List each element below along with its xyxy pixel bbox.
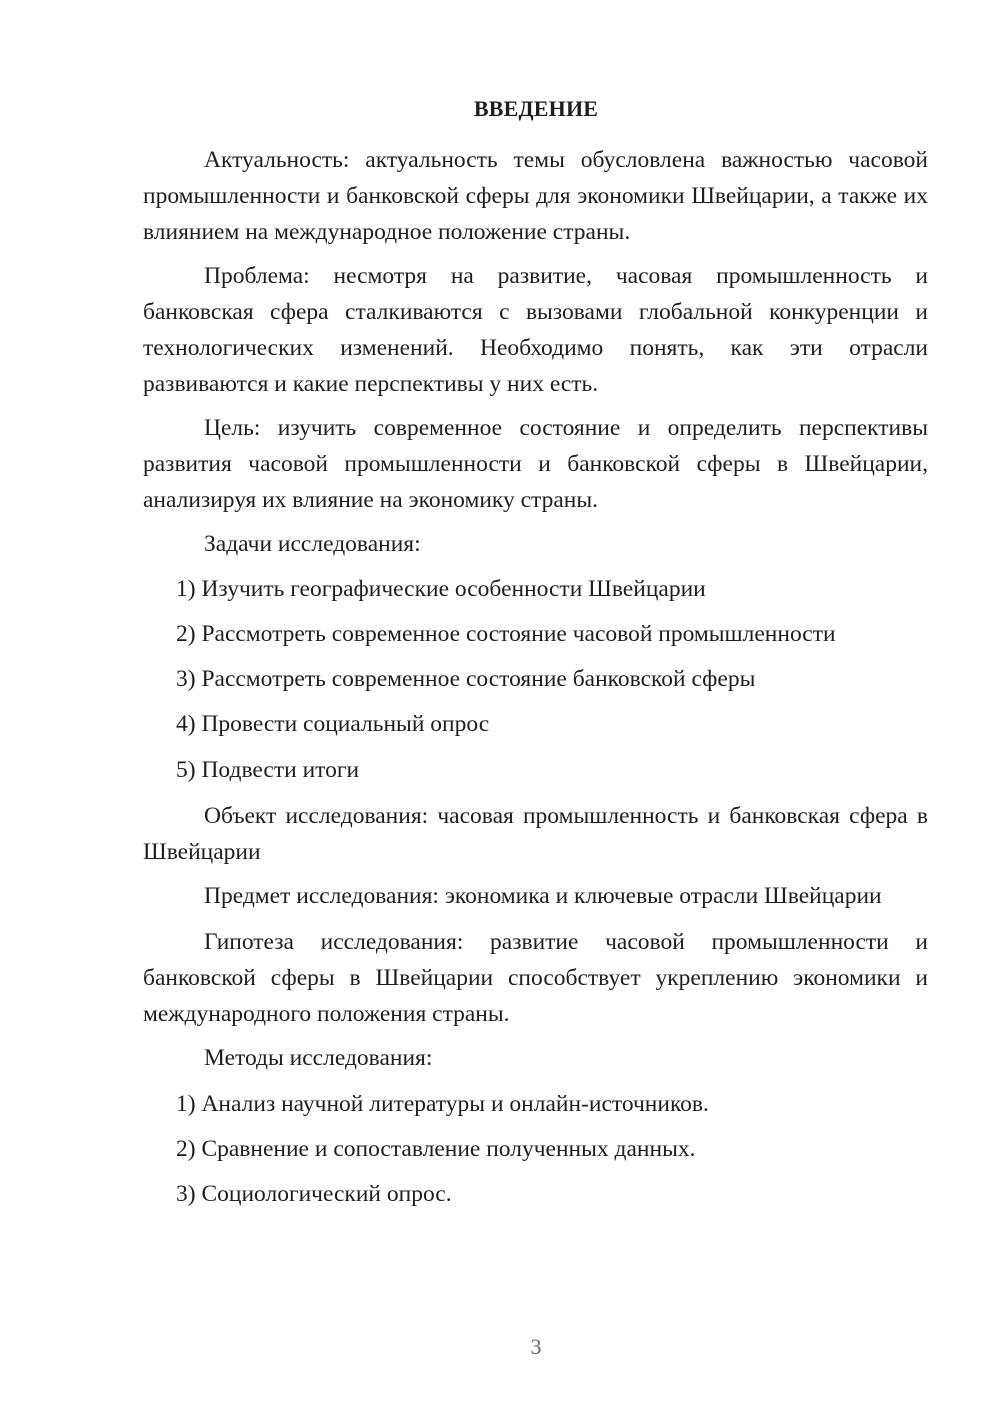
paragraph-goal: Цель: изучить современное состояние и определить перспективы развития часовой промышленности и банковской сферы в Швейцарии, анализируя их влияние на экономику страны.: [143, 415, 928, 513]
paragraph-object: Объект исследования: часовая промышленность и банковская сфера в Швейцарии: [143, 803, 928, 865]
task-item-1: 1) Изучить географические особенности Швейцарии: [176, 576, 706, 602]
task-item-4: 4) Провести социальный опрос: [176, 711, 490, 737]
paragraph-hypothesis: Гипотеза исследования: развитие часовой промышленности и банковской сферы в Швейцарии способствует укреплению экономики и международного положения страны.: [143, 929, 928, 1027]
method-item-3: 3) Социологический опрос.: [176, 1181, 452, 1207]
paragraph-problem: Проблема: несмотря на развитие, часовая промышленность и банковская сфера сталкиваются с вызовами глобальной конкуренции и технологических изменений. Необходимо понять, как эти отрасли развиваются и какие перспективы у них есть.: [143, 263, 928, 397]
page-number: 3: [530, 1334, 542, 1359]
tasks-heading: Задачи исследования:: [204, 531, 421, 557]
method-item-1: 1) Анализ научной литературы и онлайн-источников.: [176, 1091, 709, 1117]
paragraph-relevance: Актуальность: актуальность темы обусловлена важностью часовой промышленности и банковской сферы для экономики Швейцарии, а также их влиянием на международное положение страны.: [143, 147, 928, 245]
methods-heading: Методы исследования:: [204, 1045, 433, 1071]
method-item-2: 2) Сравнение и сопоставление полученных данных.: [176, 1136, 696, 1162]
task-item-2: 2) Рассмотреть современное состояние часовой промышленности: [176, 621, 836, 647]
page-title: ВВЕДЕНИЕ: [473, 96, 599, 121]
task-item-3: 3) Рассмотреть современное состояние банковской сферы: [176, 666, 756, 692]
task-item-5: 5) Подвести итоги: [176, 757, 360, 783]
paragraph-subject: Предмет исследования: экономика и ключевые отрасли Швейцарии: [204, 883, 882, 909]
